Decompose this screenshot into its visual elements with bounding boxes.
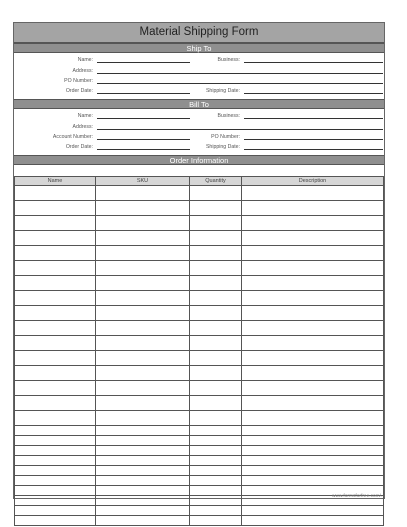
order-item-description-cell[interactable] bbox=[242, 446, 384, 456]
bill-to-po-number-label: PO Number: bbox=[211, 134, 240, 140]
material-shipping-form bbox=[13, 22, 385, 499]
order-item-name-cell[interactable] bbox=[15, 466, 96, 476]
ship-to-business-label: Business: bbox=[217, 57, 240, 63]
order-item-name-cell[interactable] bbox=[15, 336, 96, 351]
order-item-name-cell[interactable] bbox=[15, 351, 96, 366]
order-item-name-cell[interactable] bbox=[15, 396, 96, 411]
order-item-description-cell[interactable] bbox=[242, 231, 384, 246]
order-item-quantity-cell[interactable] bbox=[190, 436, 242, 446]
order-item-row bbox=[15, 411, 384, 426]
order-item-name-cell[interactable] bbox=[15, 201, 96, 216]
bill-to-business-label: Business: bbox=[217, 113, 240, 119]
ship-to-order-date-label: Order Date: bbox=[65, 88, 93, 94]
order-item-name-cell[interactable] bbox=[15, 291, 96, 306]
order-item-quantity-cell[interactable] bbox=[190, 456, 242, 466]
order-items-table bbox=[14, 176, 384, 526]
ship-to-row-4 bbox=[14, 85, 384, 96]
order-item-description-cell[interactable] bbox=[242, 216, 384, 231]
order-item-name-cell[interactable] bbox=[15, 366, 96, 381]
order-item-sku-cell[interactable] bbox=[96, 396, 190, 411]
ship-to-row-1 bbox=[14, 54, 384, 65]
order-item-sku-cell[interactable] bbox=[96, 201, 190, 216]
order-item-description-cell[interactable] bbox=[242, 476, 384, 486]
order-item-name-cell[interactable] bbox=[15, 261, 96, 276]
order-item-description-cell[interactable] bbox=[242, 381, 384, 396]
bill-to-address-label: Address: bbox=[72, 124, 93, 130]
order-item-description-cell[interactable] bbox=[242, 506, 384, 516]
order-item-name-cell[interactable] bbox=[15, 231, 96, 246]
order-item-description-cell[interactable] bbox=[242, 246, 384, 261]
order-item-row bbox=[15, 466, 384, 476]
order-item-row bbox=[15, 321, 384, 336]
order-item-name-cell[interactable] bbox=[15, 216, 96, 231]
order-item-row bbox=[15, 446, 384, 456]
bill-to-name-label: Name: bbox=[77, 113, 93, 119]
order-item-row bbox=[15, 366, 384, 381]
order-item-row bbox=[15, 496, 384, 506]
order-item-description-cell[interactable] bbox=[242, 351, 384, 366]
order-item-name-cell[interactable] bbox=[15, 411, 96, 426]
order-item-sku-cell[interactable] bbox=[96, 496, 190, 506]
ship-to-shipping-date-label: Shipping Date: bbox=[205, 88, 240, 94]
order-item-quantity-cell[interactable] bbox=[190, 496, 242, 506]
order-item-quantity-cell[interactable] bbox=[190, 231, 242, 246]
order-item-name-cell[interactable] bbox=[15, 516, 96, 526]
order-item-sku-cell[interactable] bbox=[96, 366, 190, 381]
order-item-quantity-cell[interactable] bbox=[190, 516, 242, 526]
order-item-row bbox=[15, 246, 384, 261]
order-item-sku-cell[interactable] bbox=[96, 381, 190, 396]
order-item-sku-cell[interactable] bbox=[96, 276, 190, 291]
order-item-description-cell[interactable] bbox=[242, 261, 384, 276]
order-item-sku-cell[interactable] bbox=[96, 436, 190, 446]
order-item-sku-cell[interactable] bbox=[96, 351, 190, 366]
order-item-sku-cell[interactable] bbox=[96, 456, 190, 466]
ship-to-shipping-date-field[interactable] bbox=[244, 93, 383, 94]
order-item-name-cell[interactable] bbox=[15, 426, 96, 436]
ship-to-address-label: Address: bbox=[72, 68, 93, 74]
order-item-row bbox=[15, 201, 384, 216]
bill-to-business-field[interactable] bbox=[244, 118, 383, 119]
order-item-sku-cell[interactable] bbox=[96, 291, 190, 306]
order-item-sku-cell[interactable] bbox=[96, 186, 190, 201]
order-item-description-cell[interactable] bbox=[242, 466, 384, 476]
order-item-row bbox=[15, 476, 384, 486]
order-item-sku-cell[interactable] bbox=[96, 476, 190, 486]
order-item-sku-cell[interactable] bbox=[96, 486, 190, 496]
order-item-name-cell[interactable] bbox=[15, 381, 96, 396]
order-item-quantity-cell[interactable] bbox=[190, 246, 242, 261]
bill-to-name-field[interactable] bbox=[97, 118, 190, 119]
order-item-name-cell[interactable] bbox=[15, 276, 96, 291]
order-item-quantity-cell[interactable] bbox=[190, 186, 242, 201]
order-item-description-cell[interactable] bbox=[242, 426, 384, 436]
order-item-name-cell[interactable] bbox=[15, 446, 96, 456]
order-item-row bbox=[15, 506, 384, 516]
order-item-row bbox=[15, 436, 384, 446]
order-item-sku-cell[interactable] bbox=[96, 426, 190, 436]
bill-to-row-4 bbox=[14, 141, 384, 152]
order-item-description-cell[interactable] bbox=[242, 411, 384, 426]
bill-to-po-number-field[interactable] bbox=[244, 139, 383, 140]
order-item-quantity-cell[interactable] bbox=[190, 261, 242, 276]
order-item-sku-cell[interactable] bbox=[96, 466, 190, 476]
footer-url: www.formsforfree.com/... bbox=[331, 494, 385, 499]
bill-to-shipping-date-field[interactable] bbox=[244, 149, 383, 150]
order-item-row bbox=[15, 186, 384, 201]
order-item-quantity-cell[interactable] bbox=[190, 306, 242, 321]
order-item-name-cell[interactable] bbox=[15, 486, 96, 496]
column-header-sku: SKU bbox=[96, 177, 190, 186]
bill-to-shipping-date-label: Shipping Date: bbox=[205, 144, 240, 150]
column-header-name: Name bbox=[15, 177, 96, 186]
order-item-description-cell[interactable] bbox=[242, 456, 384, 466]
order-item-quantity-cell[interactable] bbox=[190, 476, 242, 486]
order-item-sku-cell[interactable] bbox=[96, 321, 190, 336]
order-item-sku-cell[interactable] bbox=[96, 306, 190, 321]
order-item-row bbox=[15, 306, 384, 321]
bill-to-header: Bill To bbox=[14, 99, 384, 109]
bill-to-row-1 bbox=[14, 110, 384, 121]
order-item-description-cell[interactable] bbox=[242, 516, 384, 526]
order-item-row bbox=[15, 276, 384, 291]
order-item-quantity-cell[interactable] bbox=[190, 446, 242, 456]
ship-to-name-field[interactable] bbox=[97, 62, 190, 63]
order-item-name-cell[interactable] bbox=[15, 476, 96, 486]
bill-to-address-field[interactable] bbox=[97, 129, 383, 130]
order-item-name-cell[interactable] bbox=[15, 321, 96, 336]
order-item-sku-cell[interactable] bbox=[96, 446, 190, 456]
order-item-quantity-cell[interactable] bbox=[190, 506, 242, 516]
order-item-row bbox=[15, 381, 384, 396]
order-item-quantity-cell[interactable] bbox=[190, 486, 242, 496]
order-item-description-cell[interactable] bbox=[242, 306, 384, 321]
order-item-sku-cell[interactable] bbox=[96, 261, 190, 276]
order-item-description-cell[interactable] bbox=[242, 321, 384, 336]
order-item-description-cell[interactable] bbox=[242, 436, 384, 446]
order-item-row bbox=[15, 456, 384, 466]
order-item-row bbox=[15, 336, 384, 351]
bill-to-account-number-field[interactable] bbox=[97, 139, 190, 140]
column-header-quantity: Quantity bbox=[190, 177, 242, 186]
order-item-row bbox=[15, 516, 384, 526]
order-item-sku-cell[interactable] bbox=[96, 506, 190, 516]
form-title: Material Shipping Form bbox=[14, 23, 384, 43]
order-item-description-cell[interactable] bbox=[242, 336, 384, 351]
order-item-row bbox=[15, 231, 384, 246]
order-item-row bbox=[15, 396, 384, 411]
order-item-row bbox=[15, 426, 384, 436]
order-item-quantity-cell[interactable] bbox=[190, 276, 242, 291]
order-item-quantity-cell[interactable] bbox=[190, 321, 242, 336]
order-item-sku-cell[interactable] bbox=[96, 231, 190, 246]
order-item-quantity-cell[interactable] bbox=[190, 396, 242, 411]
order-item-name-cell[interactable] bbox=[15, 436, 96, 446]
order-item-name-cell[interactable] bbox=[15, 186, 96, 201]
order-item-sku-cell[interactable] bbox=[96, 516, 190, 526]
order-item-sku-cell[interactable] bbox=[96, 411, 190, 426]
order-item-quantity-cell[interactable] bbox=[190, 201, 242, 216]
order-item-quantity-cell[interactable] bbox=[190, 466, 242, 476]
order-item-name-cell[interactable] bbox=[15, 306, 96, 321]
order-item-name-cell[interactable] bbox=[15, 496, 96, 506]
order-item-description-cell[interactable] bbox=[242, 276, 384, 291]
ship-to-name-label: Name: bbox=[77, 57, 93, 63]
order-item-name-cell[interactable] bbox=[15, 246, 96, 261]
order-item-description-cell[interactable] bbox=[242, 291, 384, 306]
order-item-description-cell[interactable] bbox=[242, 366, 384, 381]
order-item-quantity-cell[interactable] bbox=[190, 351, 242, 366]
ship-to-header: Ship To bbox=[14, 43, 384, 53]
order-item-description-cell[interactable] bbox=[242, 186, 384, 201]
ship-to-po-number-field[interactable] bbox=[97, 83, 383, 84]
order-item-sku-cell[interactable] bbox=[96, 246, 190, 261]
order-item-quantity-cell[interactable] bbox=[190, 411, 242, 426]
order-item-quantity-cell[interactable] bbox=[190, 426, 242, 436]
bill-to-account-number-label: Account Number: bbox=[52, 134, 93, 140]
order-item-sku-cell[interactable] bbox=[96, 336, 190, 351]
column-header-description: Description bbox=[242, 177, 384, 186]
order-item-quantity-cell[interactable] bbox=[190, 381, 242, 396]
ship-to-po-number-label: PO Number: bbox=[64, 78, 93, 84]
order-item-row bbox=[15, 216, 384, 231]
order-item-row bbox=[15, 351, 384, 366]
order-item-quantity-cell[interactable] bbox=[190, 366, 242, 381]
order-item-name-cell[interactable] bbox=[15, 456, 96, 466]
order-item-row bbox=[15, 261, 384, 276]
bill-to-order-date-field[interactable] bbox=[97, 149, 190, 150]
order-item-row bbox=[15, 291, 384, 306]
order-item-description-cell[interactable] bbox=[242, 201, 384, 216]
order-item-quantity-cell[interactable] bbox=[190, 336, 242, 351]
order-item-sku-cell[interactable] bbox=[96, 216, 190, 231]
order-items-header-row bbox=[15, 177, 384, 186]
ship-to-address-field[interactable] bbox=[97, 73, 383, 74]
bill-to-order-date-label: Order Date: bbox=[65, 144, 93, 150]
order-information-header: Order Information bbox=[14, 155, 384, 165]
order-item-row bbox=[15, 486, 384, 496]
order-item-name-cell[interactable] bbox=[15, 506, 96, 516]
order-item-quantity-cell[interactable] bbox=[190, 216, 242, 231]
ship-to-order-date-field[interactable] bbox=[97, 93, 190, 94]
ship-to-business-field[interactable] bbox=[244, 62, 383, 63]
order-item-quantity-cell[interactable] bbox=[190, 291, 242, 306]
order-item-description-cell[interactable] bbox=[242, 396, 384, 411]
